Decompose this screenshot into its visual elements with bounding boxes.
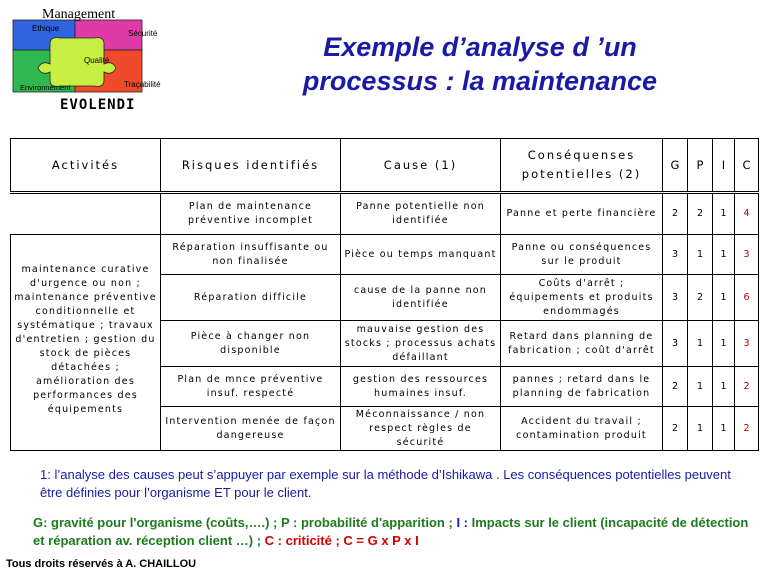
g-cell: 3: [663, 321, 688, 367]
activites-cell: maintenance curative d'urgence ou non ; maintenance préventive conditionnelle et systématique ; travaux d'entretien ; gestion du stock de pièces détachées ; amélioration des performances des équipements: [11, 235, 161, 451]
i-cell: 1: [713, 321, 735, 367]
legend-i-def: Impacts sur le client (incapacité de détection et réparation av. réception client …) ;: [33, 515, 749, 548]
logo-securite: Sécurité: [128, 29, 158, 38]
p-cell: 1: [688, 235, 713, 275]
header-p: P: [688, 139, 713, 193]
risque-cell: Plan de mnce préventive insuf. respecté: [161, 367, 341, 407]
i-cell: 1: [713, 193, 735, 235]
legend-g-p: G: gravité pour l'organisme (coûts,….) ; P : probabilité d'apparition ;: [33, 515, 453, 530]
g-cell: 2: [663, 367, 688, 407]
page-title: [230, 30, 730, 98]
cause-cell: Panne potentielle non identifiée: [341, 193, 501, 235]
consequence-cell: Panne ou conséquences sur le produit: [501, 235, 663, 275]
analysis-table: [10, 138, 759, 451]
logo-environnement: Environnement: [20, 83, 71, 92]
title-line-2: processus : la maintenance: [302, 66, 658, 96]
logo-tracabilite: Traçabilité: [124, 80, 161, 89]
i-cell: 1: [713, 235, 735, 275]
header-activites: Activités: [11, 139, 161, 193]
header-i: I: [713, 139, 735, 193]
table-header-row: [11, 139, 759, 193]
consequence-cell: pannes ; retard dans le planning de fabrication: [501, 367, 663, 407]
risque-cell: Réparation difficile: [161, 275, 341, 321]
g-cell: 2: [663, 193, 688, 235]
logo-management-text: Management: [42, 7, 116, 22]
legend-c: C : criticité ; C = G x P x I: [264, 533, 419, 548]
p-cell: 2: [688, 193, 713, 235]
risque-cell: Intervention menée de façon dangereuse: [161, 407, 341, 451]
consequence-cell: Accident du travail ; contamination produit: [501, 407, 663, 451]
g-cell: 3: [663, 275, 688, 321]
i-cell: 1: [713, 367, 735, 407]
c-cell: 6: [735, 275, 759, 321]
consequence-cell: Coûts d'arrêt ; équipements et produits endommagés: [501, 275, 663, 321]
cause-cell: mauvaise gestion des stocks ; processus achats défaillant: [341, 321, 501, 367]
note-legend: [33, 514, 753, 550]
cause-cell: Méconnaissance / non respect règles de sécurité: [341, 407, 501, 451]
header-risques: Risques identifiés: [161, 139, 341, 193]
cause-cell: Pièce ou temps manquant: [341, 235, 501, 275]
header-consequences: Conséquenses potentielles (2): [501, 139, 663, 193]
c-cell: 2: [735, 407, 759, 451]
logo-brand: EVOLENDI: [60, 97, 136, 113]
risque-cell: Réparation insuffisante ou non finalisée: [161, 235, 341, 275]
logo-ethique: Ethique: [32, 24, 60, 33]
p-cell: 1: [688, 407, 713, 451]
logo-qualite: Qualité: [84, 56, 110, 65]
p-cell: 2: [688, 275, 713, 321]
evolendi-logo: [12, 7, 161, 114]
g-cell: 3: [663, 235, 688, 275]
i-cell: 1: [713, 407, 735, 451]
p-cell: 1: [688, 321, 713, 367]
i-cell: 1: [713, 275, 735, 321]
title-line-1: Exemple d’analyse d ’un: [323, 32, 637, 62]
header-cause: Cause (1): [341, 139, 501, 193]
note-causes: 1: l’analyse des causes peut s’appuyer par exemple sur la méthode d’Ishikawa . Les conséquences potentielles peuvent être définies pour l’organisme ET pour le client.: [40, 467, 731, 500]
cause-cell: cause de la panne non identifiée: [341, 275, 501, 321]
cause-cell: gestion des ressources humaines insuf.: [341, 367, 501, 407]
c-cell: 4: [735, 193, 759, 235]
table-row: [11, 193, 759, 235]
risque-cell: Plan de maintenance préventive incomplet: [161, 193, 341, 235]
legend-i-label: I :: [456, 515, 468, 530]
table-row: [11, 235, 759, 275]
g-cell: 2: [663, 407, 688, 451]
consequence-cell: Panne et perte financière: [501, 193, 663, 235]
consequence-cell: Retard dans planning de fabrication ; coût d'arrêt: [501, 321, 663, 367]
copyright: Tous droits réservés à A. CHAILLOU: [6, 558, 197, 570]
header-c: C: [735, 139, 759, 193]
c-cell: 3: [735, 235, 759, 275]
c-cell: 3: [735, 321, 759, 367]
p-cell: 1: [688, 367, 713, 407]
risque-cell: Pièce à changer non disponible: [161, 321, 341, 367]
c-cell: 2: [735, 367, 759, 407]
header-g: G: [663, 139, 688, 193]
